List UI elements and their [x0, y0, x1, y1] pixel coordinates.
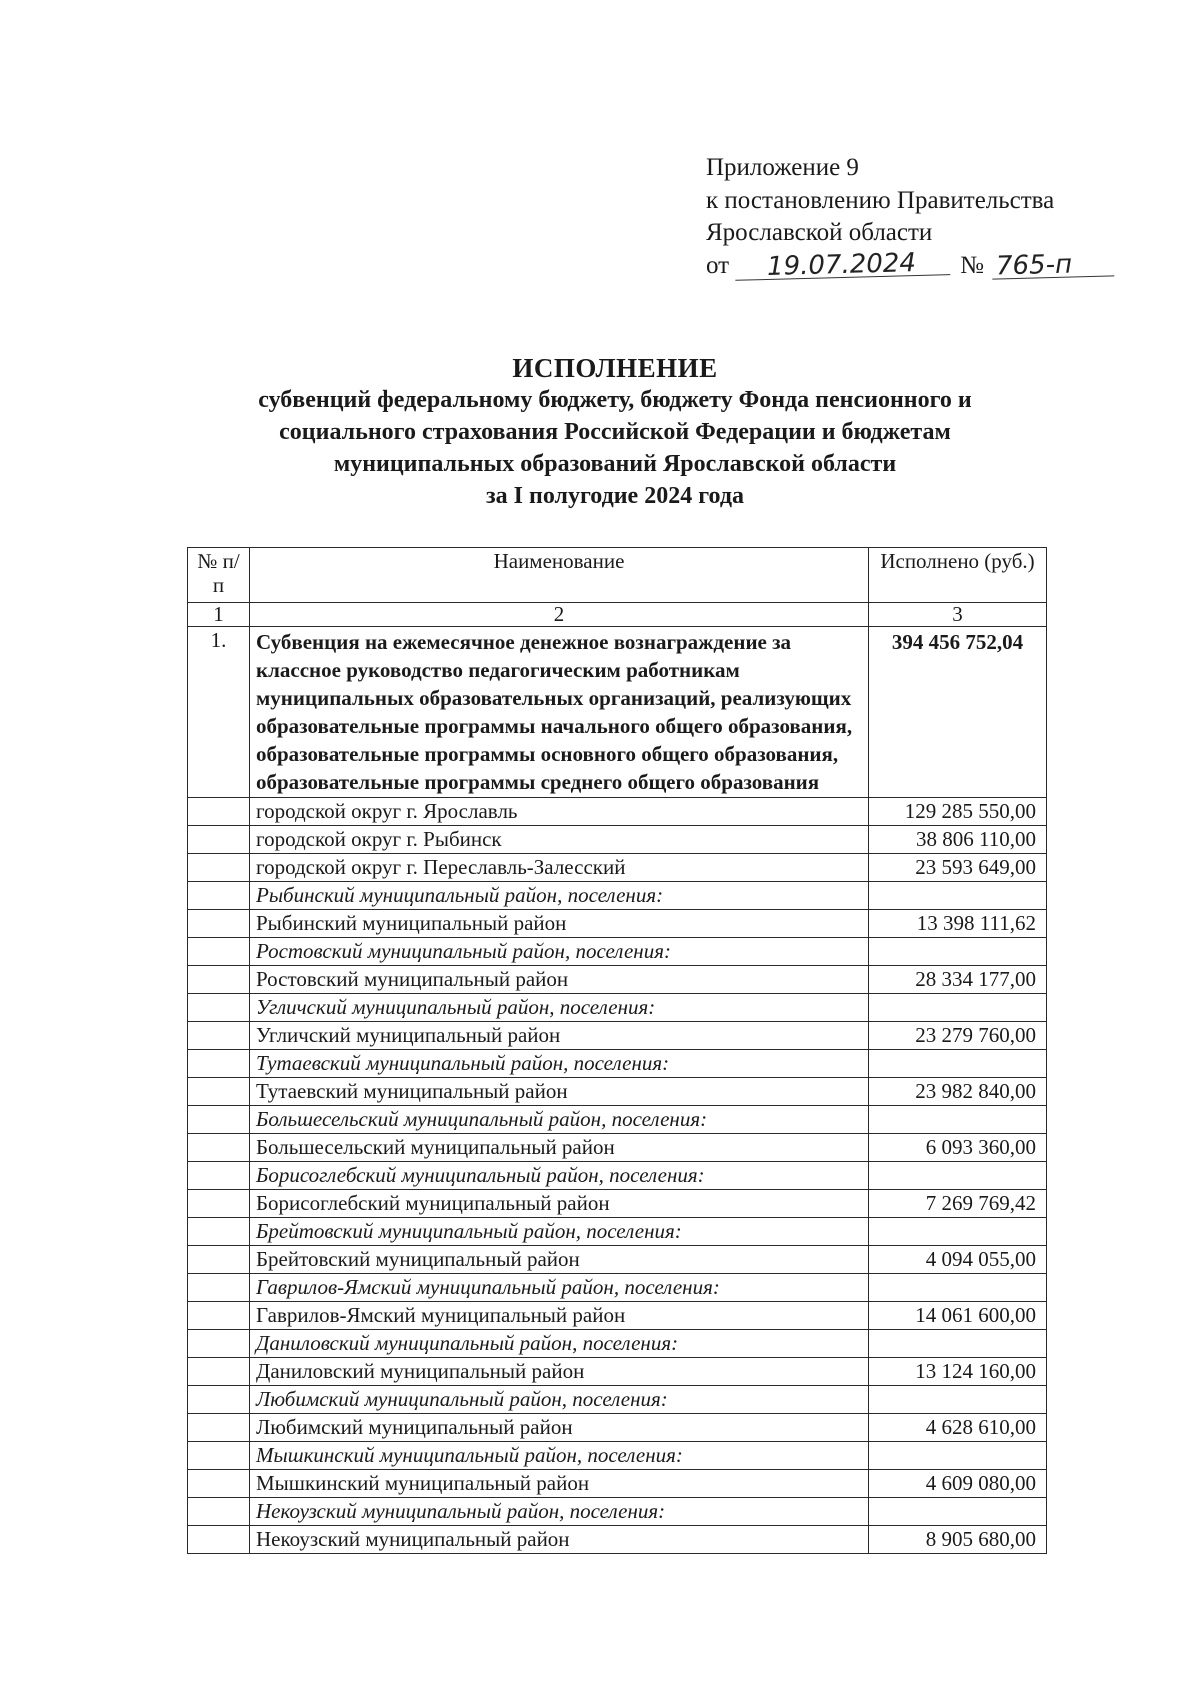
row-amount-cell	[869, 1106, 1047, 1134]
row-num-cell	[188, 1134, 250, 1162]
row-name-cell: городской округ г. Переславль-Залесский	[250, 854, 869, 882]
table-row	[188, 1470, 1047, 1498]
row-num-cell	[188, 1218, 250, 1246]
row-num-cell	[188, 1526, 250, 1554]
row-amount-cell: 23 593 649,00	[869, 854, 1047, 882]
row-name-cell: Брейтовский муниципальный район	[250, 1246, 869, 1274]
row-num-cell	[188, 994, 250, 1022]
row-name-cell: Гаврилов-Ямский муниципальный район, поселения:	[250, 1274, 869, 1302]
district-group-row	[188, 882, 1047, 910]
heading-line-1: субвенций федеральному бюджету, бюджету Фонда пенсионного и	[258, 387, 972, 413]
document-heading	[180, 352, 1050, 512]
heading-line-3: муниципальных образований Ярославской области	[333, 451, 897, 477]
row-amount-cell: 13 398 111,62	[869, 910, 1047, 938]
table-row	[188, 826, 1047, 854]
row-name-cell: Брейтовский муниципальный район, поселения:	[250, 1218, 869, 1246]
row-name-cell: городской округ г. Ярославль	[250, 798, 869, 826]
row-num-cell	[188, 854, 250, 882]
district-group-row	[188, 1386, 1047, 1414]
table-row	[188, 1022, 1047, 1050]
district-group-row	[188, 994, 1047, 1022]
row-amount-cell: 13 124 160,00	[869, 1358, 1047, 1386]
row-num-cell	[188, 798, 250, 826]
section-name: Субвенция на ежемесячное денежное вознаграждение за классное руководство педагогическим работникам муниципальных образовательных организаций, реализующих образовательные программы начального общего образования, образовательные программы основного общего образования, образовательные программы среднего общего образования	[250, 627, 869, 798]
row-name-cell: Мышкинский муниципальный район	[250, 1470, 869, 1498]
table-row	[188, 1414, 1047, 1442]
from-label: от	[706, 251, 730, 279]
row-amount-cell	[869, 1274, 1047, 1302]
district-group-row	[188, 1330, 1047, 1358]
row-amount-cell	[869, 882, 1047, 910]
row-name-cell: Тутаевский муниципальный район, поселения:	[250, 1050, 869, 1078]
row-num-cell	[188, 1330, 250, 1358]
row-name-cell: Даниловский муниципальный район, поселения:	[250, 1330, 869, 1358]
table-row	[188, 1190, 1047, 1218]
header-num: № п/п	[188, 548, 250, 603]
table-row	[188, 798, 1047, 826]
row-amount-cell	[869, 994, 1047, 1022]
row-amount-cell: 4 628 610,00	[869, 1414, 1047, 1442]
section-amount: 394 456 752,04	[869, 627, 1047, 798]
row-num-cell	[188, 1162, 250, 1190]
number-label: №	[960, 251, 984, 279]
table-row	[188, 854, 1047, 882]
district-group-row	[188, 1498, 1047, 1526]
row-name-cell: Рыбинский муниципальный район, поселения:	[250, 882, 869, 910]
row-num-cell	[188, 966, 250, 994]
section-num: 1.	[188, 627, 250, 798]
row-name-cell: Угличский муниципальный район, поселения:	[250, 994, 869, 1022]
row-num-cell	[188, 1498, 250, 1526]
row-name-cell: Мышкинский муниципальный район, поселения:	[250, 1442, 869, 1470]
row-amount-cell: 8 905 680,00	[869, 1526, 1047, 1554]
row-num-cell	[188, 1470, 250, 1498]
row-num-cell	[188, 1442, 250, 1470]
row-name-cell: Большесельский муниципальный район	[250, 1134, 869, 1162]
row-amount-cell: 6 093 360,00	[869, 1134, 1047, 1162]
section-row	[188, 627, 1047, 798]
row-num-cell	[188, 1246, 250, 1274]
index-cell-1: 1	[188, 603, 250, 627]
index-cell-3: 3	[869, 603, 1047, 627]
row-name-cell: Гаврилов-Ямский муниципальный район	[250, 1302, 869, 1330]
row-num-cell	[188, 1302, 250, 1330]
appendix-date-line	[706, 247, 1114, 283]
table-row	[188, 1134, 1047, 1162]
district-group-row	[188, 1162, 1047, 1190]
row-amount-cell: 38 806 110,00	[869, 826, 1047, 854]
row-amount-cell	[869, 1330, 1047, 1358]
row-name-cell: Любимский муниципальный район, поселения:	[250, 1386, 869, 1414]
row-name-cell: Даниловский муниципальный район	[250, 1358, 869, 1386]
row-amount-cell	[869, 1498, 1047, 1526]
row-name-cell: Ростовский муниципальный район	[250, 966, 869, 994]
row-num-cell	[188, 1386, 250, 1414]
row-name-cell: Большесельский муниципальный район, поселения:	[250, 1106, 869, 1134]
row-name-cell: Рыбинский муниципальный район	[250, 910, 869, 938]
row-amount-cell: 4 094 055,00	[869, 1246, 1047, 1274]
appendix-line-3: Ярославской области	[706, 219, 933, 246]
district-group-row	[188, 1050, 1047, 1078]
row-num-cell	[188, 1078, 250, 1106]
row-name-cell: Борисоглебский муниципальный район, поселения:	[250, 1162, 869, 1190]
row-amount-cell: 28 334 177,00	[869, 966, 1047, 994]
row-num-cell	[188, 1274, 250, 1302]
row-name-cell: Угличский муниципальный район	[250, 1022, 869, 1050]
heading-main: ИСПОЛНЕНИЕ	[512, 353, 718, 383]
table-header-row	[188, 548, 1047, 603]
heading-line-4: за I полугодие 2024 года	[486, 483, 744, 509]
row-amount-cell: 23 279 760,00	[869, 1022, 1047, 1050]
row-name-cell: городской округ г. Рыбинск	[250, 826, 869, 854]
row-num-cell	[188, 938, 250, 966]
appendix-block	[706, 152, 1114, 282]
row-amount-cell: 23 982 840,00	[869, 1078, 1047, 1106]
table-row	[188, 1302, 1047, 1330]
heading-line-2: социального страхования Российской Федерации и бюджетам	[279, 419, 951, 445]
district-group-row	[188, 1442, 1047, 1470]
row-amount-cell	[869, 1162, 1047, 1190]
row-name-cell: Ростовский муниципальный район, поселения:	[250, 938, 869, 966]
table-row	[188, 1246, 1047, 1274]
row-num-cell	[188, 1190, 250, 1218]
row-num-cell	[188, 1022, 250, 1050]
row-amount-cell: 129 285 550,00	[869, 798, 1047, 826]
row-num-cell	[188, 826, 250, 854]
column-index-row	[188, 603, 1047, 627]
table-row	[188, 1078, 1047, 1106]
table-row	[188, 910, 1047, 938]
row-amount-cell: 7 269 769,42	[869, 1190, 1047, 1218]
row-num-cell	[188, 1414, 250, 1442]
header-amount: Исполнено (руб.)	[869, 548, 1047, 603]
row-name-cell: Борисоглебский муниципальный район	[250, 1190, 869, 1218]
handwritten-date: 19.07.2024	[735, 250, 951, 281]
row-num-cell	[188, 1106, 250, 1134]
district-group-row	[188, 1106, 1047, 1134]
appendix-line-2: к постановлению Правительства	[706, 186, 1055, 214]
row-name-cell: Некоузский муниципальный район	[250, 1526, 869, 1554]
row-amount-cell	[869, 1442, 1047, 1470]
row-num-cell	[188, 910, 250, 938]
row-name-cell: Любимский муниципальный район	[250, 1414, 869, 1442]
row-name-cell: Некоузский муниципальный район, поселения:	[250, 1498, 869, 1526]
execution-table	[187, 547, 1047, 1554]
index-cell-2: 2	[250, 603, 869, 627]
row-amount-cell	[869, 1050, 1047, 1078]
row-amount-cell	[869, 938, 1047, 966]
row-num-cell	[188, 1050, 250, 1078]
table-row	[188, 1526, 1047, 1554]
row-amount-cell: 4 609 080,00	[869, 1470, 1047, 1498]
district-group-row	[188, 1274, 1047, 1302]
row-num-cell	[188, 882, 250, 910]
row-num-cell	[188, 1358, 250, 1386]
appendix-line-1: Приложение 9	[706, 154, 859, 181]
table-row	[188, 966, 1047, 994]
handwritten-number: 765-п	[992, 251, 1115, 279]
row-amount-cell: 14 061 600,00	[869, 1302, 1047, 1330]
header-name: Наименование	[250, 548, 869, 603]
district-group-row	[188, 938, 1047, 966]
district-group-row	[188, 1218, 1047, 1246]
row-amount-cell	[869, 1218, 1047, 1246]
row-name-cell: Тутаевский муниципальный район	[250, 1078, 869, 1106]
table-row	[188, 1358, 1047, 1386]
row-amount-cell	[869, 1386, 1047, 1414]
